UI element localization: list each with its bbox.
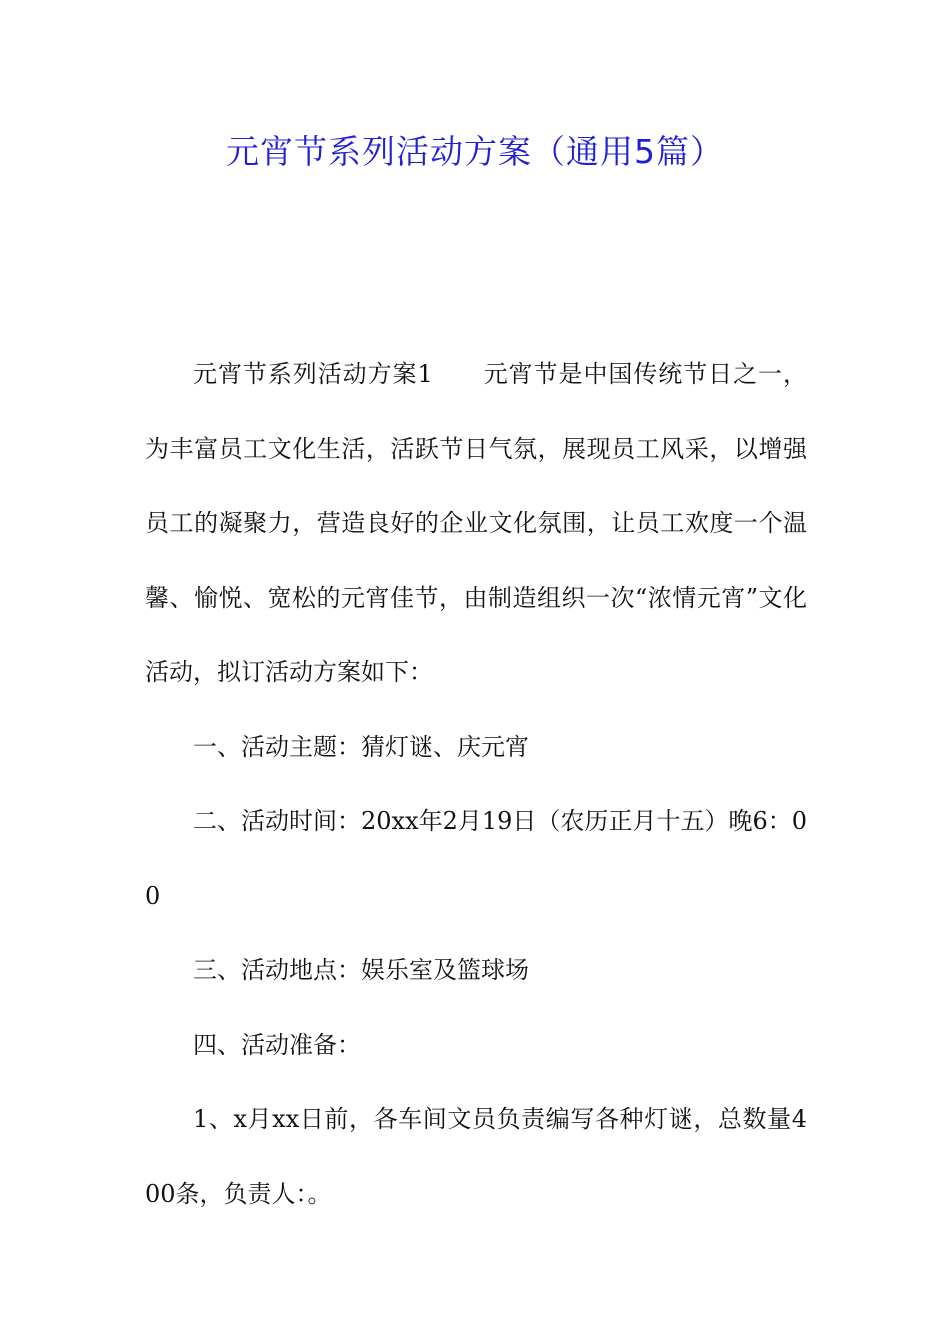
item-location: 三、活动地点：娱乐室及篮球场 (193, 956, 529, 984)
document-title: 元宵节系列活动方案（通用5篇） (226, 132, 724, 171)
intro-paragraph (145, 337, 807, 710)
document-body (145, 337, 807, 1231)
item-preparation-step-1: 1、x月xx日前，各车间文员负责编写各种灯谜，总数量400条，负责人：。 (145, 1105, 807, 1208)
item-theme: 一、活动主题：猜灯谜、庆元宵 (193, 732, 529, 761)
section-heading: 元宵节系列活动方案1 (193, 360, 433, 388)
intro-text: 元宵节是中国传统节日之一，为丰富员工文化生活，活跃节日气氛，展现员工风采，以增强员工的凝聚力，营造良好的企业文化氛围，让员工欢度一个温馨、愉悦、宽松的元宵佳节，由制造组织一次“浓情元宵”文化活动，拟订活动方案如下： (145, 360, 807, 686)
item-time: 二、活动时间：20xx年2月19日（农历正月十五）晚6：00 (145, 807, 807, 910)
item-preparation: 四、活动准备： (193, 1030, 361, 1059)
